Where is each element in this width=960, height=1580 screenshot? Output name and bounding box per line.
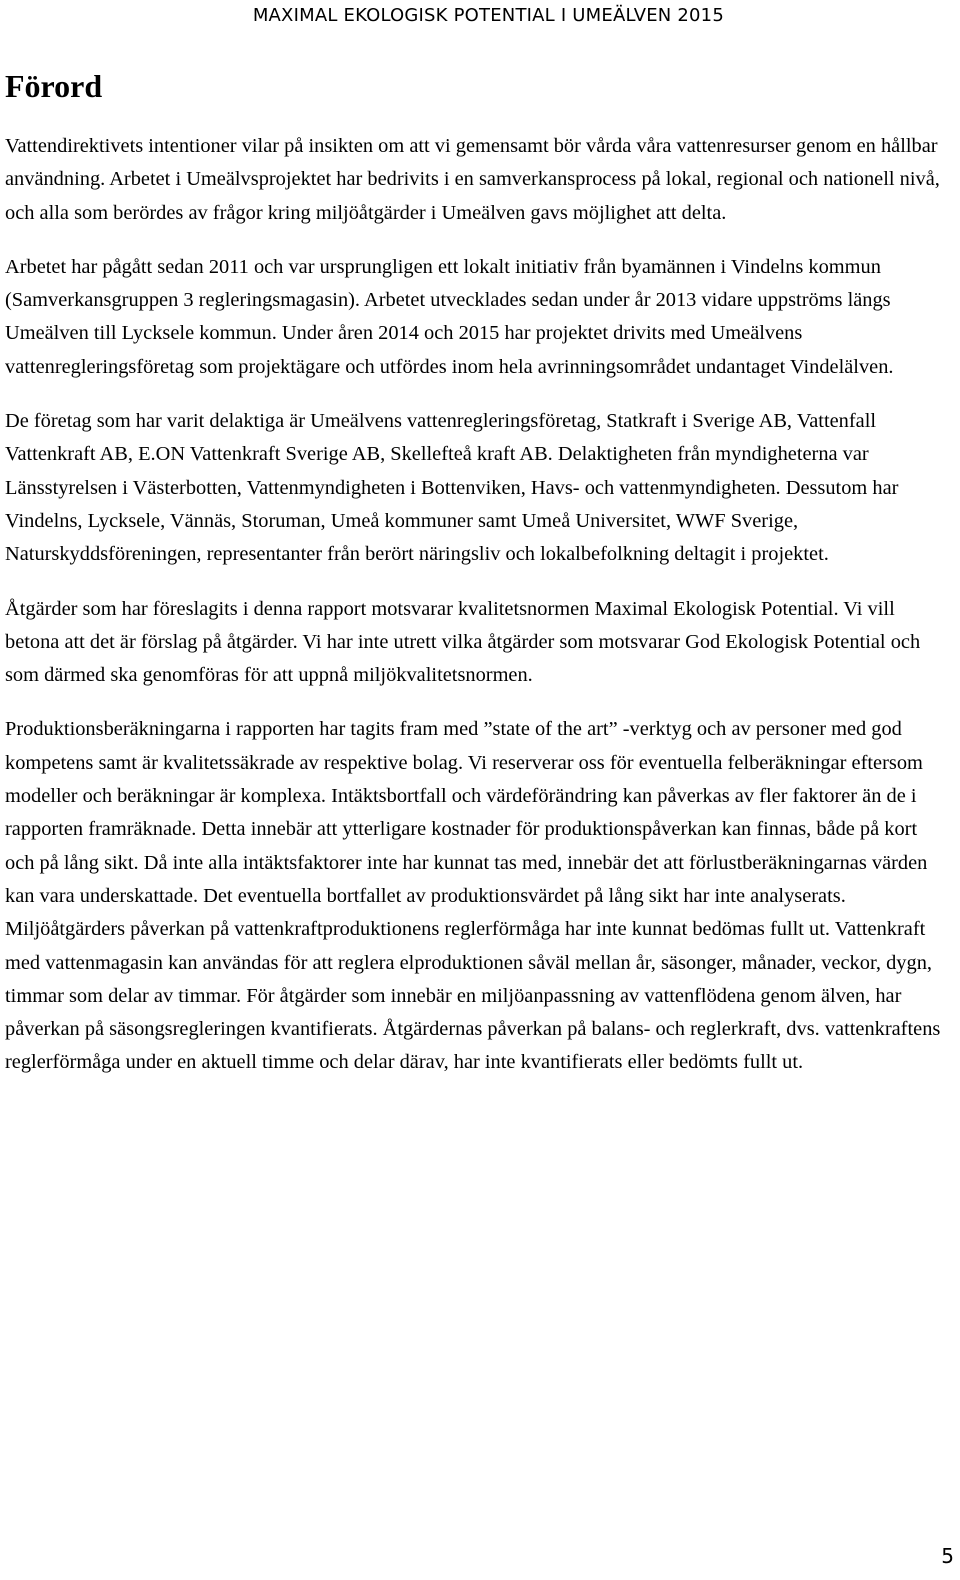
paragraph-1: Vattendirektivets intentioner vilar på insikten om att vi gemensamt bör vårda våra vattenresurser genom en hållbar användning. Arbetet i Umeälvsprojektet har bedrivits i en samverkansprocess på lokal, regional och nationell nivå, och alla som berördes av frågor kring miljöåtgärder i Umeälven gavs möjlighet att delta. <box>5 135 940 224</box>
paragraph-2: Arbetet har pågått sedan 2011 och var ursprungligen ett lokalt initiativ från byamännen i Vindelns kommun (Samverkansgruppen 3 regleringsmagasin). Arbetet utvecklades sedan under år 2013 vidare uppströms längs Umeälven till Lycksele kommun. Under åren 2014 och 2015 har projektet drivits med Umeälvens vattenregleringsföretag som projektägare och utfördes inom hela avrinningsområdet undantaget Vindelälven. <box>5 255 894 378</box>
paragraph-5: Produktionsberäkningarna i rapporten har tagits fram med ”state of the art” -verktyg och av personer med god kompetens samt är kvalitetssäkrade av respektive bolag. Vi reserverar oss för eventuella felberäkningar eftersom modeller och beräkningar är komplexa. Intäktsbortfall och värdeförändring kan påverkas av fler faktorer än de i rapporten framräknade. Detta innebär att ytterligare kostnader för produktionspåverkan kan finnas, både på kort och på lång sikt. Då inte alla intäktsfaktorer inte har kunnat tas med, innebär det att förlustberäkningarnas värden kan vara underskattade. Det eventuella bortfallet av produktionsvärdet på lång sikt har inte analyserats. Miljöåtgärders påverkan på vattenkraftproduktionens reglerförmåga har inte kunnat bedömas fullt ut. Vattenkraft med vattenmagasin kan användas för att reglera elproduktionen såväl mellan år, säsonger, månader, veckor, dygn, timmar som delar av timmar. För åtgärder som innebär en miljöanpassning av vattenflödena genom älven, har påverkan på säsongsregleringen kvantifierats. Åtgärdernas påverkan på balans- och reglerkraft, dvs. vattenkraftens reglerförmåga under en aktuell timme och delar därav, har inte kvantifierats eller bedömts fullt ut. <box>5 718 941 1074</box>
body-text <box>5 130 950 1101</box>
page-number: 5 <box>941 1544 954 1568</box>
section-title: Förord <box>5 68 103 104</box>
paragraph-3: De företag som har varit delaktiga är Umeälvens vattenregleringsföretag, Statkraft i Sverige AB, Vattenfall Vattenkraft AB, E.ON Vattenkraft Sverige AB, Skellefteå kraft AB. Delaktigheten från myndigheterna var Länsstyrelsen i Västerbotten, Vattenmyndigheten i Bottenviken, Havs- och vattenmyndigheten. Dessutom har Vindelns, Lycksele, Vännäs, Storuman, Umeå kommuner samt Umeå Universitet, WWF Sverige, Naturskyddsföreningen, representanter från berört näringsliv och lokalbefolkning deltagit i projektet. <box>5 410 899 566</box>
running-header: MAXIMAL EKOLOGISK POTENTIAL I UMEÄLVEN 2015 <box>252 5 724 26</box>
paragraph-4: Åtgärder som har föreslagits i denna rapport motsvarar kvalitetsnormen Maximal Ekologisk Potential. Vi vill betona att det är förslag på åtgärder. Vi har inte utrett vilka åtgärder som motsvarar God Ekologisk Potential och som därmed ska genomföras för att uppnå miljökvalitetsnormen. <box>5 597 921 687</box>
